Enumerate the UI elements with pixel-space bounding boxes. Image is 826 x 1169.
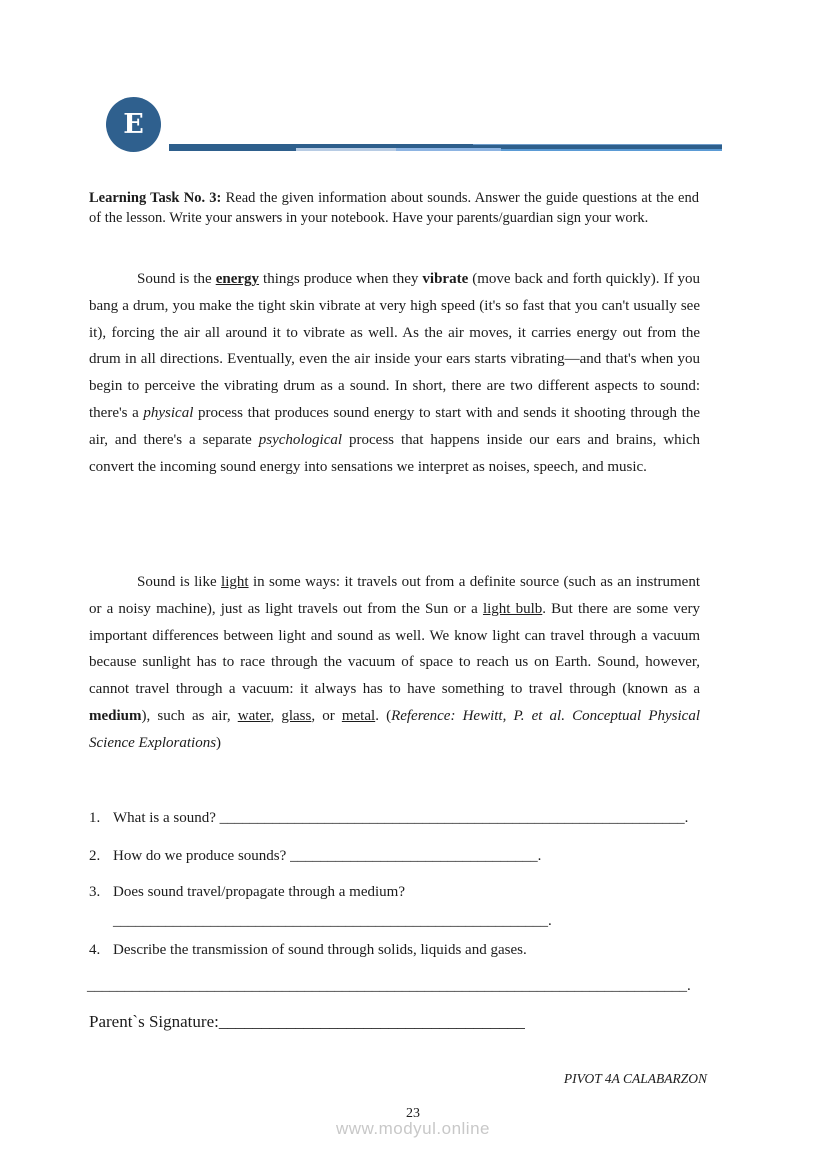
task-instructions-text: Read the given information about sounds. Answer the guide questions at the end of the lesson. Write your answers in your notebook. Have your parents/guardian sign your work. [89, 189, 699, 227]
header-rule-highlight [396, 148, 501, 151]
question-number: 4. [89, 942, 101, 958]
question-text: How do we produce sounds? _________________________________. [113, 848, 542, 864]
question-text [113, 882, 704, 932]
header-rule-highlight [296, 148, 396, 151]
question-text: What is a sound? ______________________________________________________________. [113, 810, 689, 826]
section-badge [106, 97, 161, 152]
header-rule [169, 144, 722, 151]
question-number: 3. [89, 884, 101, 900]
question-2 [89, 846, 704, 867]
parent-signature-row [89, 1010, 525, 1034]
parent-signature-label: Parent`s Signature: [89, 1012, 219, 1031]
question-4 [89, 940, 704, 961]
task-instructions [89, 188, 699, 229]
page-number: 23 [406, 1106, 420, 1121]
question-3 [89, 882, 704, 932]
footer-source-text: PIVOT 4A CALABARZON [563, 1071, 707, 1086]
question-text-line1: Does sound travel/propagate through a medium? [113, 884, 406, 900]
header-rule-highlight [501, 149, 722, 151]
reading-paragraph-2: Sound is like light in some ways: it travels out from a definite source (such as an instrument or a noisy machine), just as light travels out from the Sun or a light bulb. But there are some very important differences between light and sound as well. We know light can travel through a vacuum because sunlight has to race through the vacuum of space to reach us on Earth. Sound, however, cannot travel through a vacuum: it always has to have something to travel through (known as a medium), such as air, water, glass, or metal. (Reference: Hewitt, P. et al. Conceptual Physical Science Explorations) [89, 574, 701, 751]
question-number: 2. [89, 848, 101, 864]
question-text: Describe the transmission of sound through solids, liquids and gases. [113, 942, 527, 958]
parent-signature-blank: ____________________________________ [218, 1012, 525, 1031]
header-rule-highlight [473, 144, 722, 145]
answer-blank-line: __________________________________________________________. [113, 913, 552, 929]
task-label: Learning Task No. 3: [89, 189, 222, 206]
reading-paragraph-1: Sound is the energy things produce when they vibrate (move back and forth quickly). If you bang a drum, you make the tight skin vibrate at very high speed (it's so fast that you can't usually see it), forcing the air all around it to vibrate as well. As the air moves, it carries energy out from the drum in all directions. Eventually, even the air inside your ears starts vibrating—and that's when you begin to perceive the vibrating drum as a sound. In short, there are two different aspects to sound: there's a physical process that produces sound energy to start with and sends it shooting through the air, and there's a separate psychological process that happens inside our ears and brains, which convert the incoming sound energy into sensations we interpret as noises, speech, and music. [89, 271, 701, 475]
question-1 [89, 808, 704, 829]
watermark-text: www.modyul.online [335, 1119, 490, 1138]
question-number: 1. [89, 810, 101, 826]
section-badge-letter: E [123, 109, 144, 140]
answer-blank-line-full: ________________________________________________________________________________. [87, 978, 691, 994]
